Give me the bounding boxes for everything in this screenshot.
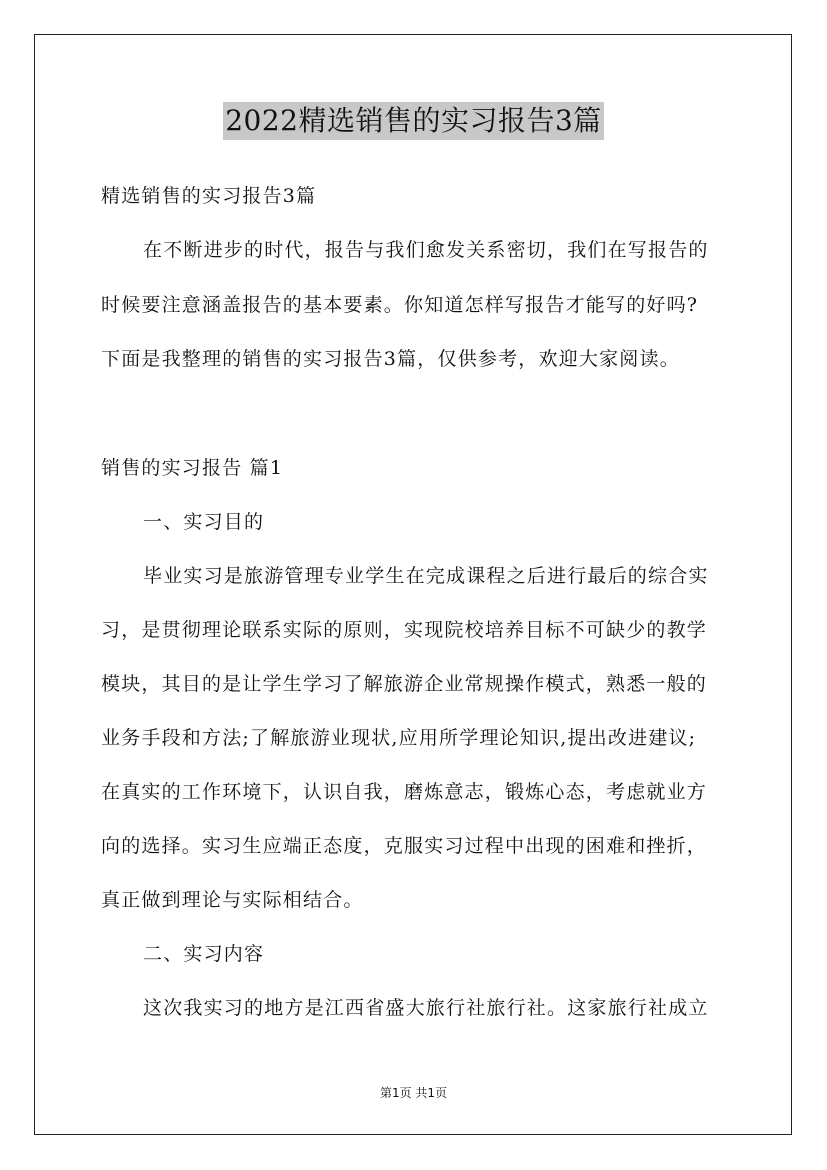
section-heading-1: 销售的实习报告 篇1	[101, 457, 284, 479]
paragraph-line: 毕业实习是旅游管理专业学生在完成课程之后进行最后的综合实	[143, 565, 709, 587]
document-title: 2022精选销售的实习报告3篇	[223, 102, 604, 140]
paragraph-line: 在真实的工作环境下，认识自我，磨炼意志，锻炼心态，考虑就业方	[101, 781, 708, 803]
paragraph-line: 习，是贯彻理论联系实际的原则，实现院校培养目标不可缺少的教学	[101, 619, 708, 641]
intro-line-1: 在不断进步的时代，报告与我们愈发关系密切，我们在写报告的	[143, 239, 709, 261]
paragraph-line: 向的选择。实习生应端正态度，克服实习过程中出现的困难和挫折，	[101, 835, 708, 857]
title-container	[0, 102, 827, 140]
paragraph-line: 真正做到理论与实际相结合。	[101, 889, 364, 911]
paragraph-line: 模块，其目的是让学生学习了解旅游企业常规操作模式，熟悉一般的	[101, 673, 708, 695]
subheading-content: 二、实习内容	[143, 943, 265, 965]
intro-line-3: 下面是我整理的销售的实习报告3篇，仅供参考，欢迎大家阅读。	[101, 348, 680, 370]
paragraph-line: 业务手段和方法;了解旅游业现状,应用所学理论知识,提出改进建议;	[101, 727, 697, 749]
paragraph-line: 这次我实习的地方是江西省盛大旅行社旅行社。这家旅行社成立	[143, 997, 709, 1019]
intro-line-2: 时候要注意涵盖报告的基本要素。你知道怎样写报告才能写的好吗?	[101, 294, 699, 316]
subheading-purpose: 一、实习目的	[143, 511, 265, 533]
page-footer: 第1页 共1页	[379, 1086, 448, 1100]
subtitle-line: 精选销售的实习报告3篇	[101, 185, 317, 207]
